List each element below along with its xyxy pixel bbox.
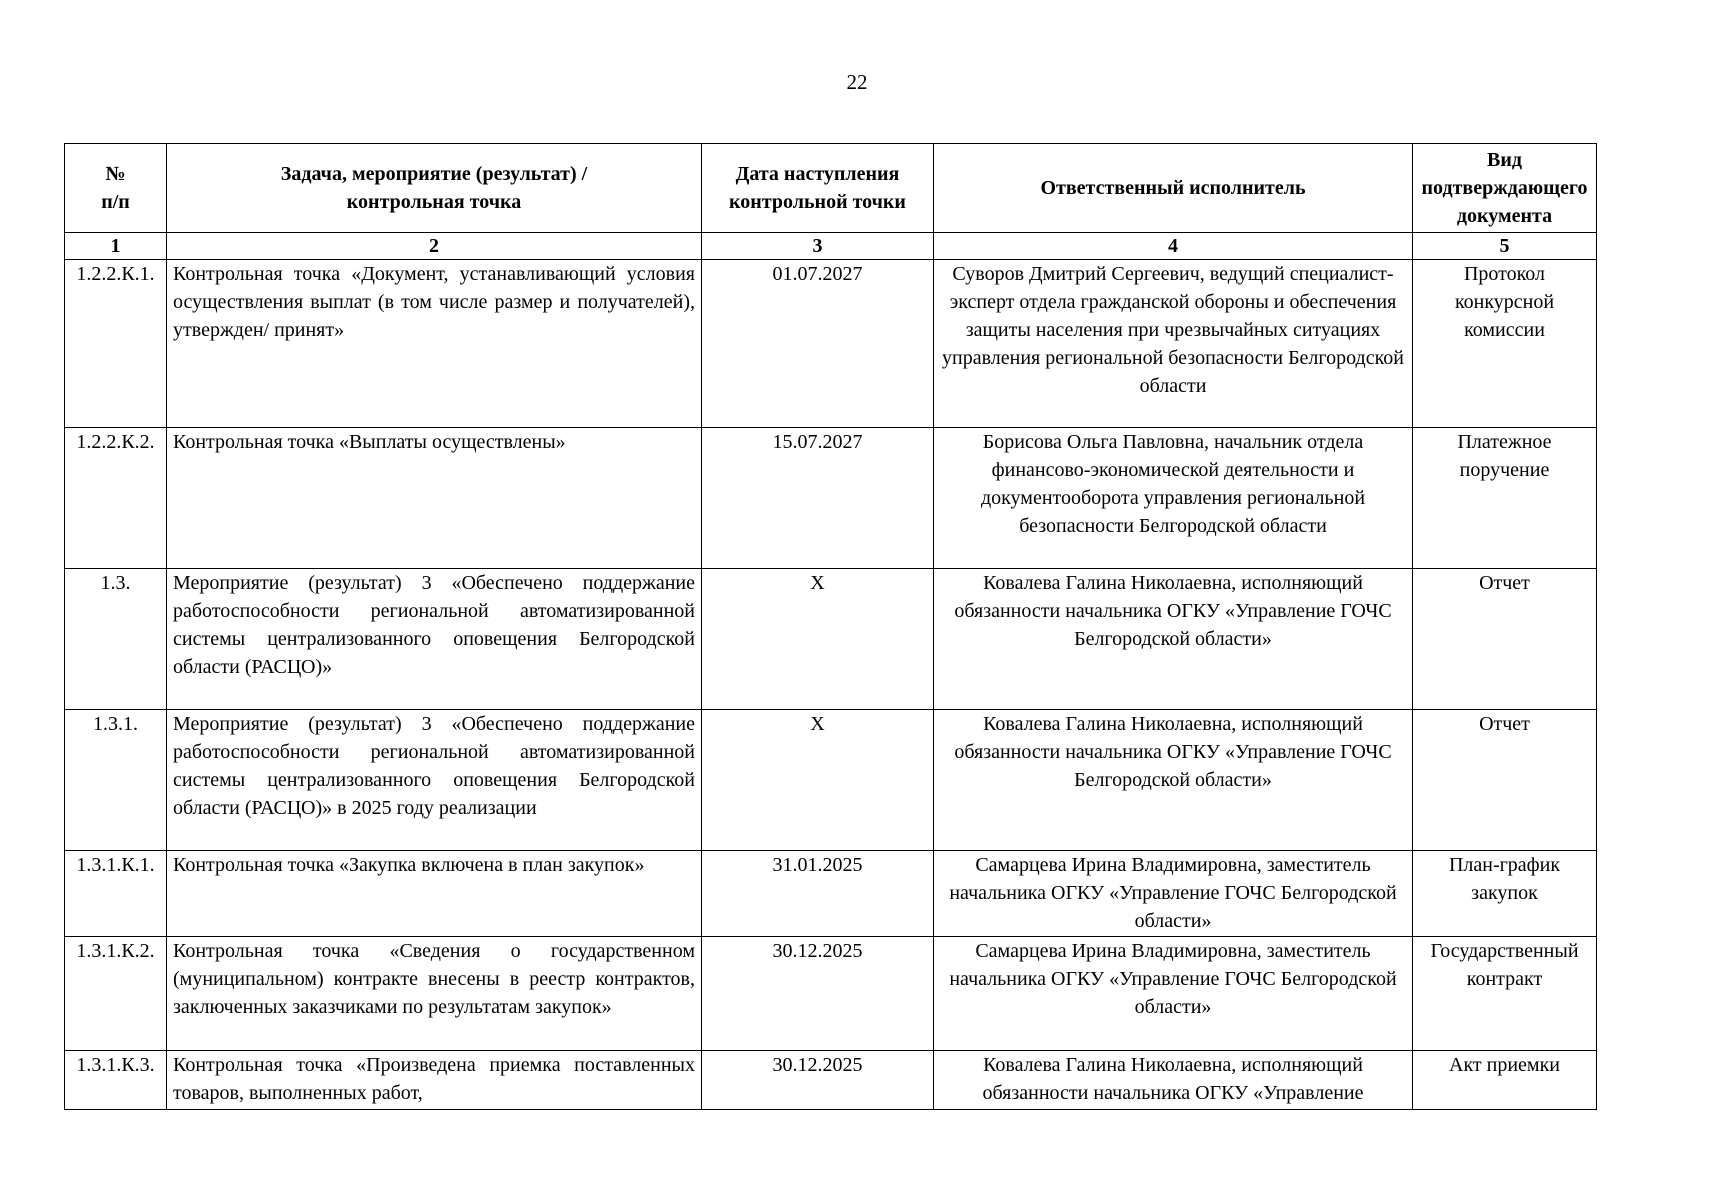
row-document: Акт приемки	[1413, 1051, 1597, 1110]
column-number-row	[65, 233, 1597, 260]
row-document: Платежное поручение	[1413, 428, 1597, 569]
header-task	[167, 144, 702, 233]
row-task: Контрольная точка «Выплаты осуществлены»	[167, 428, 702, 569]
row-number: 1.3.1.К.1.	[65, 851, 167, 937]
row-date: 30.12.2025	[702, 937, 934, 1051]
page-number: 22	[846, 70, 868, 94]
row-document: Отчет	[1413, 569, 1597, 710]
row-executor: Суворов Дмитрий Сергеевич, ведущий специалист-эксперт отдела гражданской обороны и обеспечения защиты населения при чрезвычайных ситуациях управления региональной безопасности Белгородской области	[934, 260, 1413, 428]
row-document: Государственный контракт	[1413, 937, 1597, 1051]
header-date	[702, 144, 934, 233]
row-date: 15.07.2027	[702, 428, 934, 569]
table-row	[65, 710, 1597, 851]
row-date: 01.07.2027	[702, 260, 934, 428]
row-date: Х	[702, 569, 934, 710]
row-number: 1.3.1.	[65, 710, 167, 851]
row-executor: Самарцева Ирина Владимировна, заместитель начальника ОГКУ «Управление ГОЧС Белгородской области»	[934, 851, 1413, 937]
row-number: 1.3.1.К.2.	[65, 937, 167, 1051]
row-document: План-график закупок	[1413, 851, 1597, 937]
row-date: Х	[702, 710, 934, 851]
header-task-text: Задача, мероприятие (результат) / контрольная точка	[280, 163, 588, 213]
header-doc-text: Вид подтверждающего документа	[1421, 149, 1588, 227]
row-task: Контрольная точка «Сведения о государственном (муниципальном) контракте внесены в реестр контрактов, заключенных заказчиками по результатам закупок»	[167, 937, 702, 1051]
column-number: 2	[167, 233, 702, 260]
row-document: Отчет	[1413, 710, 1597, 851]
control-points-table	[64, 143, 1597, 1110]
row-task: Контрольная точка «Закупка включена в план закупок»	[167, 851, 702, 937]
header-date-text: Дата наступления контрольной точки	[729, 163, 906, 213]
table-row	[65, 569, 1597, 710]
header-executor-text: Ответственный исполнитель	[1040, 177, 1306, 199]
column-number: 1	[65, 233, 167, 260]
header-row	[65, 144, 1597, 233]
row-task: Мероприятие (результат) 3 «Обеспечено поддержание работоспособности региональной автоматизированной системы централизованного оповещения Белгородской области (РАСЦО)» в 2025 году реализации	[167, 710, 702, 851]
row-task: Контрольная точка «Документ, устанавливающий условия осуществления выплат (в том числе размер и получателей), утвержден/ принят»	[167, 260, 702, 428]
row-executor: Ковалева Галина Николаевна, исполняющий обязанности начальника ОГКУ «Управление ГОЧС Белгородской области»	[934, 710, 1413, 851]
column-number: 4	[934, 233, 1413, 260]
header-executor	[934, 144, 1413, 233]
row-number: 1.3.1.К.3.	[65, 1051, 167, 1110]
row-task: Контрольная точка «Произведена приемка поставленных товаров, выполненных работ,	[167, 1051, 702, 1110]
row-date: 31.01.2025	[702, 851, 934, 937]
row-executor: Самарцева Ирина Владимировна, заместитель начальника ОГКУ «Управление ГОЧС Белгородской области»	[934, 937, 1413, 1051]
row-task: Мероприятие (результат) 3 «Обеспечено поддержание работоспособности региональной автоматизированной системы централизованного оповещения Белгородской области (РАСЦО)»	[167, 569, 702, 710]
row-executor: Ковалева Галина Николаевна, исполняющий обязанности начальника ОГКУ «Управление	[934, 1051, 1413, 1110]
row-executor: Борисова Ольга Павловна, начальник отдела финансово-экономической деятельности и документооборота управления региональной безопасности Белгородской области	[934, 428, 1413, 569]
table-row	[65, 260, 1597, 428]
row-document: Протокол конкурсной комиссии	[1413, 260, 1597, 428]
table-row	[65, 1051, 1597, 1110]
column-number: 3	[702, 233, 934, 260]
column-number: 5	[1413, 233, 1597, 260]
header-num-text: № п/п	[101, 163, 130, 213]
table-row	[65, 851, 1597, 937]
header-num	[65, 144, 167, 233]
row-number: 1.3.	[65, 569, 167, 710]
row-number: 1.2.2.К.1.	[65, 260, 167, 428]
header-doc	[1413, 144, 1597, 233]
row-date: 30.12.2025	[702, 1051, 934, 1110]
table-row	[65, 428, 1597, 569]
row-number: 1.2.2.К.2.	[65, 428, 167, 569]
table-row	[65, 937, 1597, 1051]
row-executor: Ковалева Галина Николаевна, исполняющий обязанности начальника ОГКУ «Управление ГОЧС Белгородской области»	[934, 569, 1413, 710]
